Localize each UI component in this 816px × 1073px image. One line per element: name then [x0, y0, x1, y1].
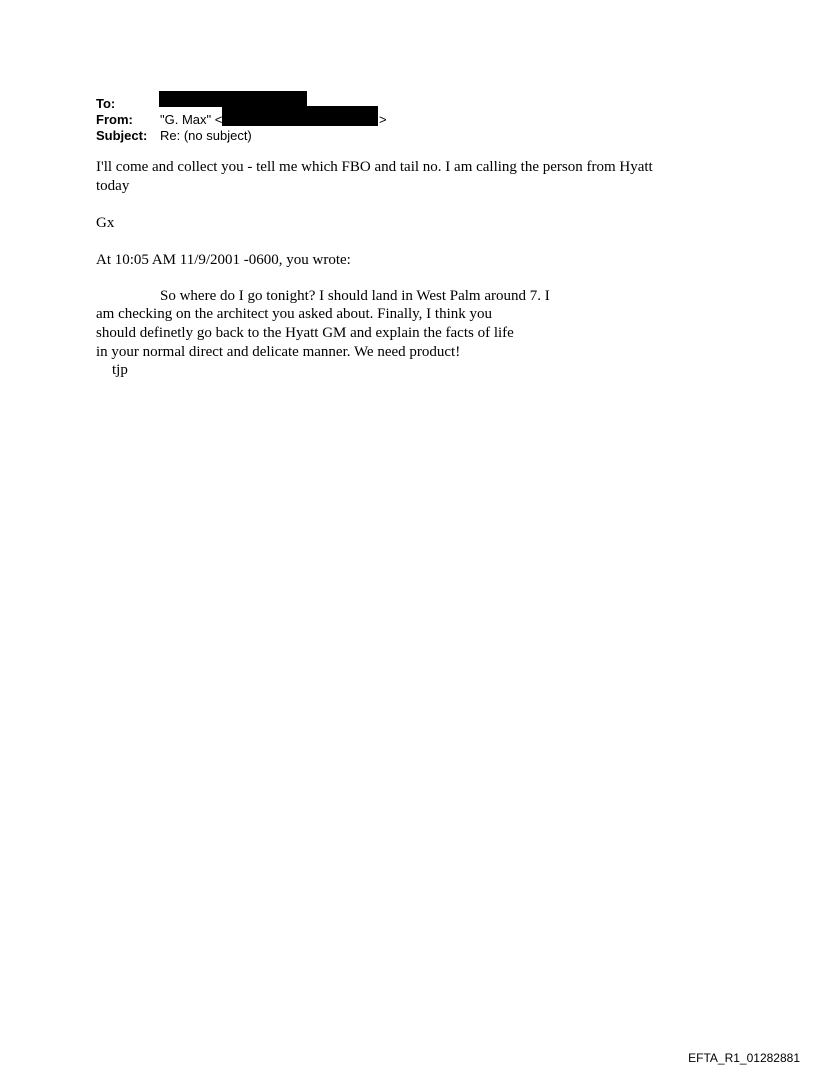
- signoff: Gx: [96, 215, 115, 231]
- redacted-from-address: [222, 106, 378, 126]
- quoted-signature: tjp: [112, 362, 128, 378]
- document-id: EFTA_R1_01282881: [688, 1051, 800, 1065]
- subject-label: Subject:: [96, 128, 148, 143]
- subject-value: Re: (no subject): [160, 128, 252, 143]
- from-label: From:: [96, 112, 133, 127]
- message-line-2: today: [96, 178, 130, 194]
- quoted-line-2: am checking on the architect you asked about. Finally, I think you: [96, 306, 493, 322]
- redacted-to-address: [159, 91, 307, 107]
- from-value-suffix: >: [379, 112, 387, 127]
- to-label: To:: [96, 96, 116, 111]
- quoted-line-4: in your normal direct and delicate manner. We need product!: [96, 344, 461, 360]
- from-value-prefix: "G. Max" <: [160, 112, 223, 127]
- quoted-line-3: should definetly go back to the Hyatt GM and explain the facts of life: [96, 325, 514, 341]
- quoted-line-1: So where do I go tonight? I should land in West Palm around 7. I: [160, 288, 550, 304]
- message-line-1: I'll come and collect you - tell me which FBO and tail no. I am calling the person from Hyatt: [96, 159, 653, 175]
- quote-intro: At 10:05 AM 11/9/2001 -0600, you wrote:: [96, 252, 351, 268]
